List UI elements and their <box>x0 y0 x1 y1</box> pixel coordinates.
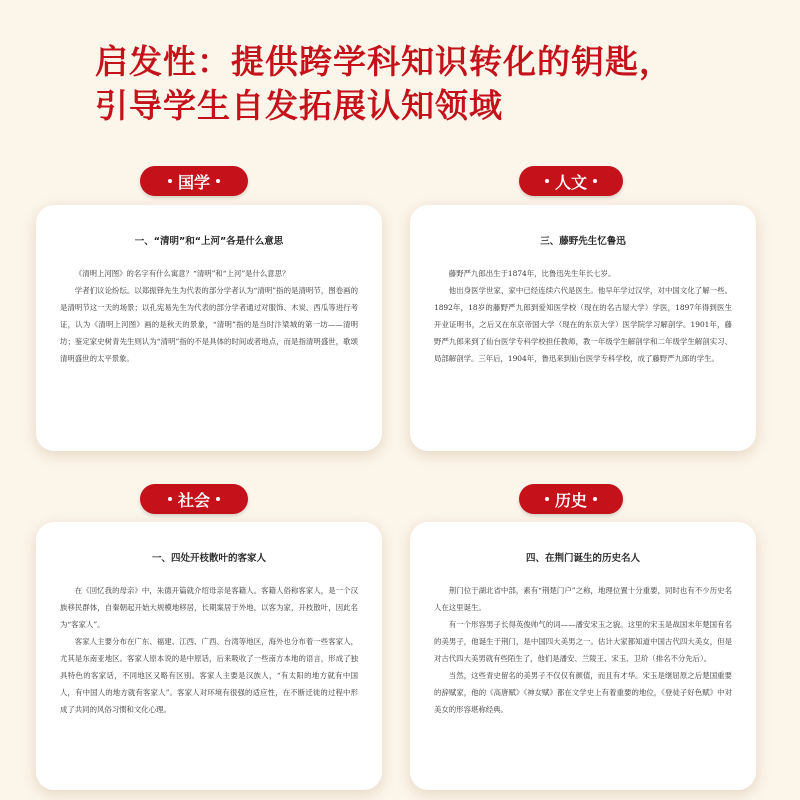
card-body <box>60 265 358 367</box>
card-paragraph: 当然，这些青史留名的美男子不仅仅有颜值，而且有才华。宋玉是继屈原之后楚国重要的辞赋家，他的《高唐赋》《神女赋》都在文学史上有着重要的地位，《登徒子好色赋》中对美女的形容堪称经典。 <box>434 671 732 714</box>
dot-icon <box>593 497 597 501</box>
card-paragraph: 在《回忆我的母亲》中，朱德开篇就介绍母亲是客籍人。客籍人俗称客家人，是一个汉族移民群体，自秦朝起开始大规模地移居，长期案居于外地，以客为家，开枝散叶，因此名为“客家人”。 <box>60 586 358 629</box>
card-title: 一、四处开枝散叶的客家人 <box>151 553 266 564</box>
dot-icon <box>216 497 220 501</box>
card-paragraph: 学者们议论纷纭。以郑振铎先生为代表的部分学者认为“清明”指的是清明节，图卷画的是清明节这一天的场景；以孔宪易先生为代表的部分学者通过对服饰、木炭、西瓜等进行考证，认为《清明上河图》画的是秋天的景象，“清明”指的是当时汴梁城的第一坊——清明坊；鉴定家史树青先生则认为“清明”指的不是具体的时间或者地点，而是指清明盛世，歌颂清明盛世的太平景象。 <box>60 286 358 363</box>
section-tag-guoxue <box>140 166 248 196</box>
content-card-renwen <box>410 205 756 451</box>
dot-icon <box>545 179 549 183</box>
headline-line-1: 启发性：提供跨学科知识转化的钥匙， <box>95 42 673 81</box>
card-paragraph: 有一个形容男子长得英俊帅气的词——潘安宋玉之貌。这里的宋玉是战国末年楚国有名的美男子，他诞生于荆门，是中国四大美男之一。估计大家都知道中国古代四大美女，但是对古代四大美男就有些陌生了，他们是潘安、兰陵王、宋玉、卫玠（排名不分先后）。 <box>434 620 732 663</box>
card-body <box>434 582 732 718</box>
section-tag-label: 历史 <box>554 490 587 510</box>
card-title: 四、在荆门诞生的历史名人 <box>525 553 640 564</box>
card-body <box>60 582 358 718</box>
section-tag-label: 国学 <box>177 172 210 192</box>
headline-line-2: 引导学生自发拓展认知领域 <box>95 86 503 125</box>
section-tag-renwen <box>519 166 623 196</box>
card-paragraph: 荆门位于湖北省中部，素有“荆楚门户”之称，地理位置十分重要，同时也有不少历史名人在这里诞生。 <box>434 586 732 612</box>
dot-icon <box>168 179 172 183</box>
card-paragraph: 他出身医学世家，家中已经连续六代是医生。他早年学过汉学，对中国文化了解一些。1892年，18岁的藤野严九郎到爱知医学校（现在的名古屋大学）学医，1897年得到医生开业证明书，之后又在东京帝国大学（现在的东京大学）医学院学习解剖学。1901年，藤野严九郎来到了仙台医学专科学校担任教师，教一年级学生解剖学和二年级学生解剖实习、局部解剖学。三年后，1904年，鲁迅来到仙台医学专科学校，成了藤野严九郎的学生。 <box>434 286 732 363</box>
section-tag-label: 社会 <box>177 490 210 510</box>
card-body <box>434 265 732 367</box>
card-paragraph: 《清明上河图》的名字有什么寓意？“清明”和“上河”是什么意思？ <box>74 269 290 278</box>
section-tag-shehui <box>140 484 248 514</box>
dot-icon <box>216 179 220 183</box>
card-title: 三、藤野先生忆鲁迅 <box>540 236 626 247</box>
dot-icon <box>168 497 172 501</box>
headline <box>95 40 775 128</box>
section-tag-label: 人文 <box>554 172 587 192</box>
section-tag-lishi <box>519 484 623 514</box>
dot-icon <box>593 179 597 183</box>
dot-icon <box>545 497 549 501</box>
content-card-shehui <box>36 522 382 790</box>
card-title: 一、“清明”和“上河”各是什么意思 <box>134 236 284 247</box>
card-paragraph: 藤野严九郎出生于1874年，比鲁迅先生年长七岁。 <box>448 269 616 278</box>
content-card-lishi <box>410 522 756 790</box>
content-card-guoxue <box>36 205 382 451</box>
card-paragraph: 客家人主要分布在广东、福建、江西、广西、台湾等地区，海外也分布着一些客家人，尤其是东南亚地区。客家人原本说的是中原话，后来吸收了一些南方本地的语言，形成了独具特色的客家话，不同地区又略有区别。客家人主要是汉族人，“有太阳的地方就有中国人，有中国人的地方就有客家人”。客家人对环境有很强的适应性，在不断迁徙的过程中形成了共同的风俗习惯和文化心理。 <box>60 637 358 714</box>
